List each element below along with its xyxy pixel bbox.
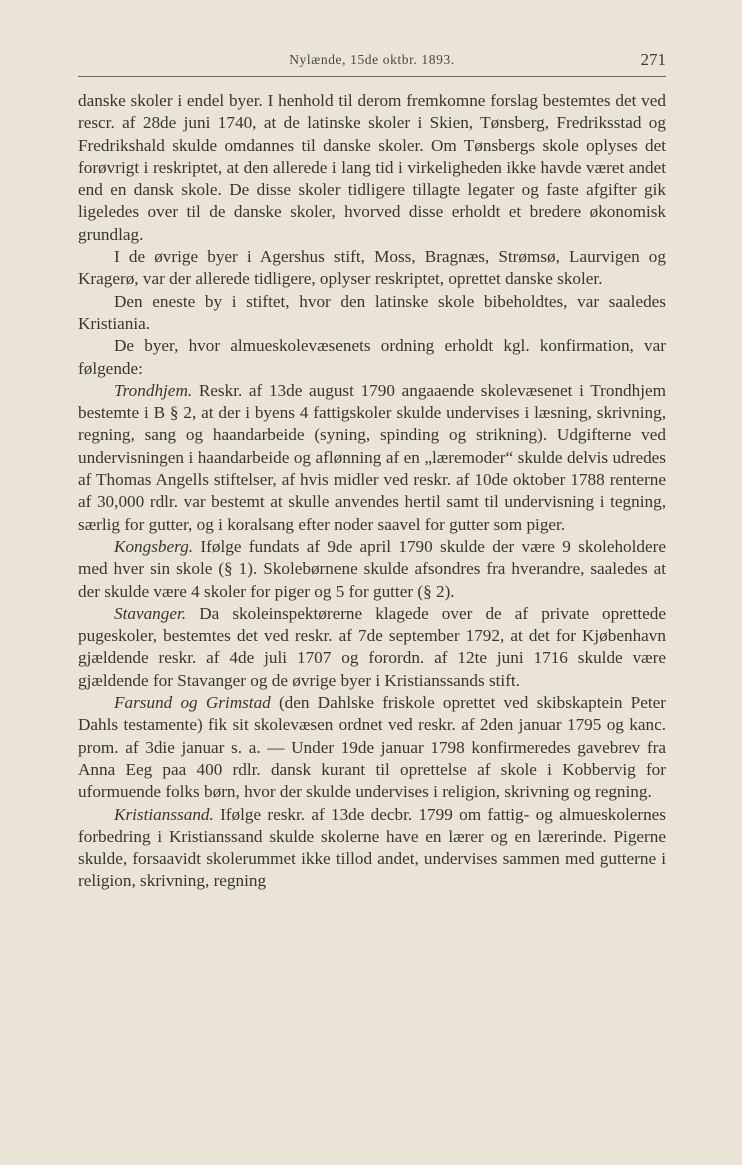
paragraph-text: danske skoler i endel byer. I henhold til derom fremkomne forslag bestemtes det ved rescr. af 28de juni 1740, at de latinske skoler i Skien, Tønsberg, Fredriksstad og Fredrikshald skulde omdannes til danske skoler. Om Tønsbergs skole oplyses det forøvrigt i reskriptet, at den allerede i lang tid i virkeligheden ikke havde været andet end en dansk skole. De disse skoler tidligere tillagte legater og faste afgifter gik ligeledes over til de danske skoler, hvorved disse erholdt et bredere økonomisk grundlag. <box>78 91 666 244</box>
page-header <box>78 48 666 77</box>
paragraph-text: Ifølge reskr. af 13de decbr. 1799 om fattig- og almueskolernes forbedring i Kristianssand skulde skolerne have en lærer og en lærerinde. Pigerne skulde, forsaavidt skolerummet ikke tillod andet, undervises sammen med gutterne i religion, skrivning, regning <box>78 804 666 891</box>
paragraph-stavanger <box>78 603 666 692</box>
paragraph-3 <box>78 291 666 336</box>
paragraph-trondhjem <box>78 380 666 536</box>
place-heading-stavanger: Stavanger. <box>114 603 187 623</box>
place-heading-kristianssand: Kristianssand. <box>114 804 214 824</box>
paragraph-1 <box>78 90 666 246</box>
paragraph-kongsberg <box>78 536 666 603</box>
paragraph-farsund-grimstad <box>78 692 666 803</box>
paragraph-4 <box>78 335 666 380</box>
running-title: Nylænde, 15de oktbr. 1893. <box>289 52 455 67</box>
paragraph-2 <box>78 246 666 291</box>
paragraph-kristianssand <box>78 804 666 893</box>
paragraph-text: Reskr. af 13de august 1790 angaaende skolevæsenet i Trondhjem bestemte i B § 2, at der i byens 4 fattigskoler skulde undervises i læsning, skrivning, regning, sang og haandarbeide (syning, spinding og strikning). Udgifterne ved undervisningen i haandarbeide og aflønning af en „læremoder“ skulde delvis udredes af Thomas Angells stiftelser, af hvis midler ved reskr. af 10de oktober 1788 renterne af 30,000 rdlr. var bestemt at skulle anvendes hertil samt til undervisning i tegning, særlig for gutter, og i koralsang efter noder saavel for gutter som piger. <box>78 380 666 534</box>
paragraph-text: De byer, hvor almueskolevæsenets ordning erholdt kgl. konfirmation, var følgende: <box>78 336 666 378</box>
paragraph-text: I de øvrige byer i Agershus stift, Moss, Bragnæs, Strømsø, Laurvigen og Kragerø, var der allerede tidligere, oplyser reskriptet, oprettet danske skoler. <box>78 247 666 289</box>
page-number: 271 <box>640 50 666 69</box>
paragraph-text: Den eneste by i stiftet, hvor den latinske skole bibeholdtes, var saaledes Kristiania. <box>78 291 666 333</box>
paragraph-text: (den Dahlske friskole oprettet ved skibskaptein Peter Dahls testamente) fik sit skolevæsen ordnet ved reskr. af 2den januar 1795 og kanc. prom. af 3die januar s. a. — Under 19de januar 1798 konfirmeredes gavebrev fra Anna Eeg paa 400 rdlr. dansk kurant til oprettelse af skole i Kobbervig for uformuende folks børn, hvor der skulde undervises i religion, skrivning og regning. <box>78 693 666 802</box>
place-heading-farsund-grimstad: Farsund og Grimstad <box>114 693 271 713</box>
body-text <box>78 90 666 893</box>
paragraph-text: Da skoleinspektørerne klagede over de af private oprettede pugeskoler, bestemtes det ved reskr. af 7de september 1792, at det for Kjøbenhavn gjældende reskr. af 4de juli 1707 og forordn. af 12te juni 1716 skulde være gjældende for Stavanger og de øvrige byer i Kristianssands stift. <box>78 603 666 690</box>
place-heading-trondhjem: Trondhjem. <box>114 380 193 400</box>
paragraph-text: Ifølge fundats af 9de april 1790 skulde der være 9 skoleholdere med hver sin skole (§ 1). Skolebørnene skulde afsondres fra hverandre, saaledes at der skulde være 4 skoler for piger og 5 for gutter (§ 2). <box>78 536 666 601</box>
place-heading-kongsberg: Kongsberg. <box>114 536 194 556</box>
